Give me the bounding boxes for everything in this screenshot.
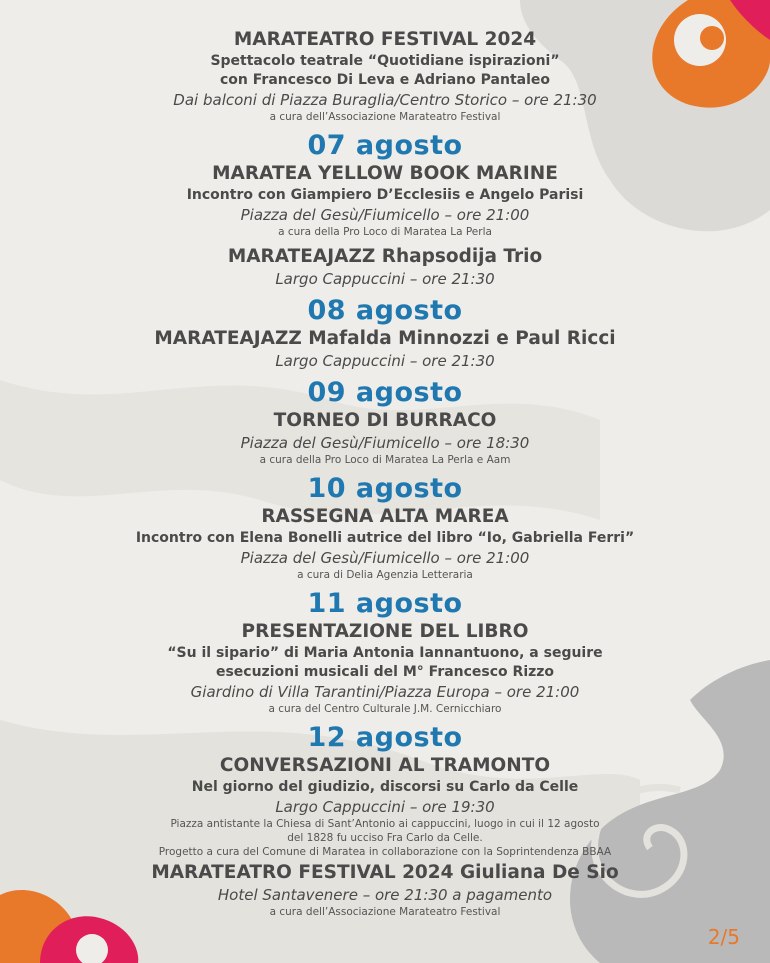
date-heading: 08 agosto <box>307 295 463 326</box>
event-alta-marea <box>0 505 770 582</box>
event-place-time: Dai balconi di Piazza Buraglia/Centro Storico – ore 21:30 <box>173 91 597 109</box>
event-note: Piazza antistante la Chiesa di Sant’Antonio ai cappuccini, luogo in cui il 12 agosto <box>170 818 600 830</box>
event-note: del 1828 fu ucciso Fra Carlo da Celle. <box>287 832 483 844</box>
event-description: Nel giorno del giudizio, discorsi su Carlo da Celle <box>191 779 579 795</box>
event-presentazione-libro <box>0 620 770 716</box>
page-number: 2/5 <box>707 925 740 949</box>
event-description: esecuzioni musicali del M° Francesco Rizzo <box>215 664 555 680</box>
event-description: Spettacolo teatrale “Quotidiane ispirazioni” <box>210 53 560 69</box>
event-title: MARATEAJAZZ Rhapsodija Trio <box>227 246 543 267</box>
event-credit: a cura della Pro Loco di Maratea La Perla <box>278 226 492 238</box>
event-title: MARATEATRO FESTIVAL 2024 <box>233 29 537 50</box>
date-heading: 12 agosto <box>307 722 463 753</box>
event-credit: a cura di Delia Agenzia Letteraria <box>297 569 473 581</box>
date-heading: 09 agosto <box>307 377 463 408</box>
event-credit: a cura dell’Associazione Marateatro Festival <box>269 111 501 123</box>
event-title: PRESENTAZIONE DEL LIBRO <box>241 621 529 642</box>
event-credit: a cura della Pro Loco di Maratea La Perla e Aam <box>259 454 511 466</box>
date-heading: 10 agosto <box>307 473 463 504</box>
event-note: Progetto a cura del Comune di Maratea in collaborazione con la Soprintendenza BBAA <box>158 846 612 858</box>
event-place-time: Piazza del Gesù/Fiumicello – ore 21:00 <box>240 549 530 567</box>
event-place-time: Largo Cappuccini – ore 21:30 <box>275 270 495 288</box>
event-place-time: Hotel Santavenere – ore 21:30 a pagamento <box>217 886 553 904</box>
event-title: MARATEA YELLOW BOOK MARINE <box>212 163 558 184</box>
date-heading: 11 agosto <box>307 588 463 619</box>
events-program <box>0 28 770 919</box>
event-giuliana-de-sio <box>0 861 770 919</box>
intro-event <box>0 28 770 124</box>
event-place-time: Largo Cappuccini – ore 21:30 <box>275 352 495 370</box>
event-title: CONVERSAZIONI AL TRAMONTO <box>219 755 551 776</box>
event-conversazioni-tramonto <box>0 754 770 859</box>
event-place-time: Piazza del Gesù/Fiumicello – ore 18:30 <box>240 434 530 452</box>
event-description: “Su il sipario” di Maria Antonia Iannantuono, a seguire <box>167 645 603 661</box>
event-title: MARATEAJAZZ Mafalda Minnozzi e Paul Ricci <box>154 328 616 349</box>
event-place-time: Giardino di Villa Tarantini/Piazza Europa – ore 21:00 <box>190 683 580 701</box>
event-rhapsodija-trio <box>0 245 770 289</box>
event-title: TORNEO DI BURRACO <box>273 410 497 431</box>
event-title: MARATEATRO FESTIVAL 2024 Giuliana De Sio <box>151 862 619 883</box>
event-minnozzi-ricci <box>0 327 770 371</box>
event-credit: a cura del Centro Culturale J.M. Cernicchiaro <box>268 703 502 715</box>
event-description: Incontro con Elena Bonelli autrice del libro “Io, Gabriella Ferri” <box>135 530 635 546</box>
event-description: Incontro con Giampiero D’Ecclesiis e Angelo Parisi <box>186 187 584 203</box>
event-place-time: Largo Cappuccini – ore 19:30 <box>275 798 495 816</box>
event-description: con Francesco Di Leva e Adriano Pantaleo <box>219 72 550 88</box>
event-title: RASSEGNA ALTA MAREA <box>261 506 509 527</box>
event-place-time: Piazza del Gesù/Fiumicello – ore 21:00 <box>240 206 530 224</box>
event-yellow-book-marine <box>0 162 770 239</box>
event-torneo-burraco <box>0 409 770 467</box>
date-heading: 07 agosto <box>307 130 463 161</box>
event-credit: a cura dell’Associazione Marateatro Festival <box>269 906 501 918</box>
